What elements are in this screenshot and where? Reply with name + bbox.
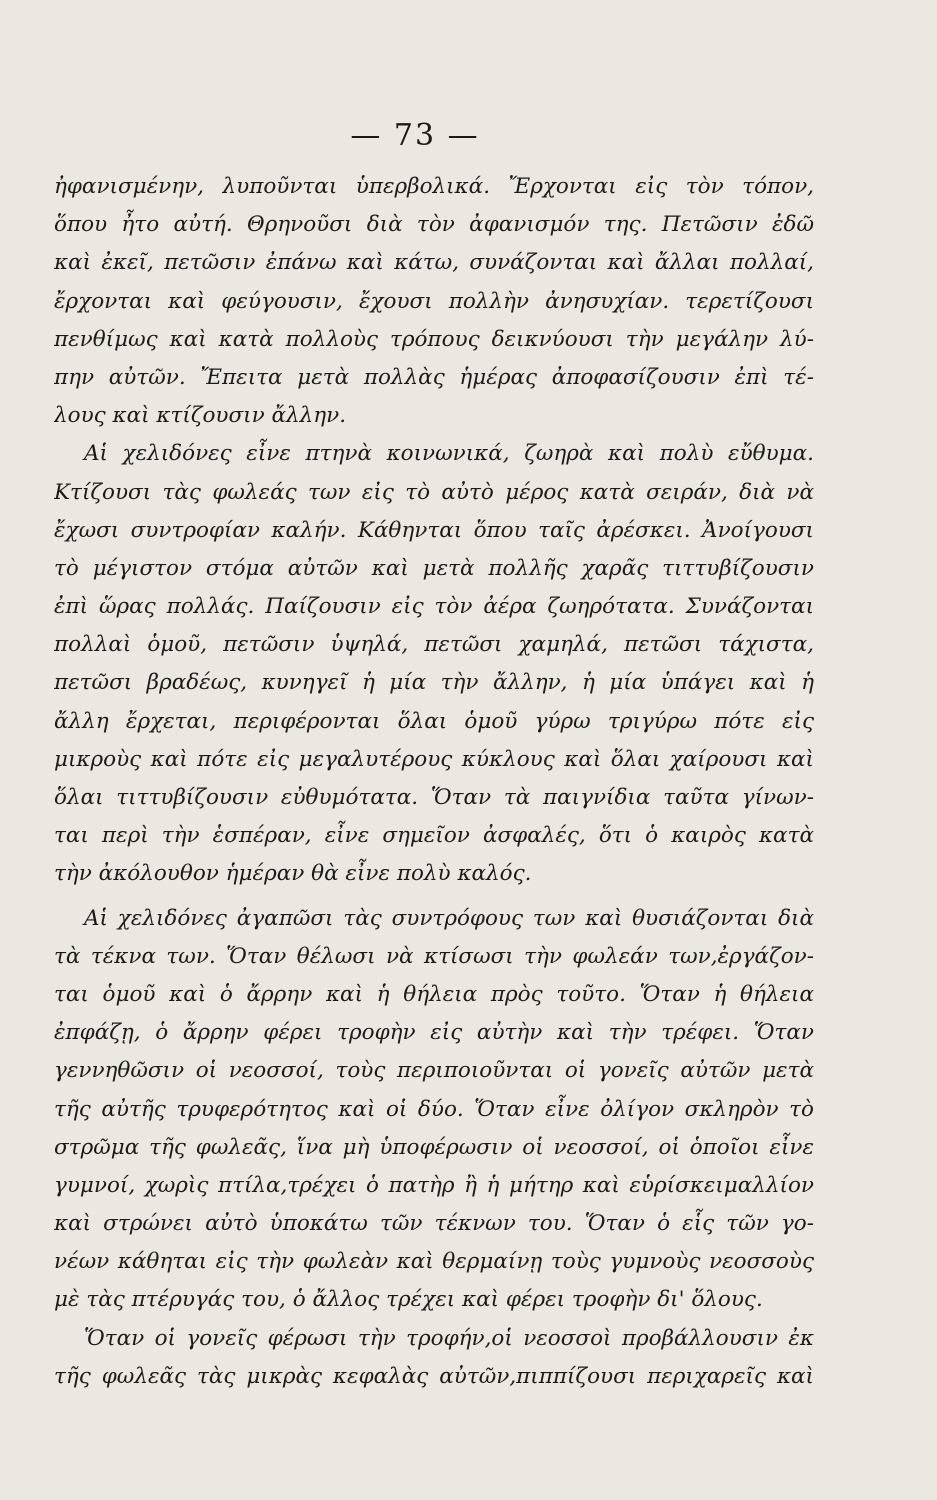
text-line: μικροὺς καὶ πότε εἰς μεγαλυτέρους κύκλους καὶ ὅλαι χαίρουσι καὶ xyxy=(54,746,814,772)
text-line: νέων κάθηται εἰς τὴν φωλεὰν καὶ θερμαίνῃ τοὺς γυμνοὺς νεοσσοὺς xyxy=(54,1249,814,1275)
text-line: καὶ ἐκεῖ, πετῶσιν ἐπάνω καὶ κάτω, συνάζονται καὶ ἄλλαι πολλαί, xyxy=(54,250,814,276)
text-line: ται ὁμοῦ καὶ ὁ ἄρρην καὶ ἡ θήλεια πρὸς τοῦτο. Ὅταν ἡ θήλεια xyxy=(54,981,814,1007)
text-line: ὅλαι τιττυβίζουσιν εὐθυμότατα. Ὅταν τὰ παιγνίδια ταῦτα γίνων- xyxy=(54,785,814,810)
text-line: τὸ μέγιστον στόμα αὐτῶν καὶ μετὰ πολλῆς χαρᾶς τιττυβίζουσιν xyxy=(54,555,814,581)
paragraph-1 xyxy=(54,168,814,435)
paragraph-4 xyxy=(54,1320,814,1396)
text-line: ἔρχονται καὶ φεύγουσιν, ἔχουσι πολλὴν ἀνησυχίαν. τερετίζουσι xyxy=(54,288,814,314)
text-line: πενθίμως καὶ κατὰ πολλοὺς τρόπους δεικνύουσι τὴν μεγάλην λύ- xyxy=(54,326,814,352)
text-line: πην αὐτῶν. Ἔπειτα μετὰ πολλὰς ἡμέρας ἀποφασίζουσιν ἐπὶ τέ- xyxy=(54,364,814,390)
text-line: πολλαὶ ὁμοῦ, πετῶσιν ὑψηλά, πετῶσι χαμηλά, πετῶσι τάχιστα, xyxy=(54,632,814,658)
text-line: ἄλλη ἔρχεται, περιφέρονται ὅλαι ὁμοῦ γύρω τριγύρω πότε εἰς xyxy=(54,708,814,734)
text-line: γεννηθῶσιν οἱ νεοσσοί, τοὺς περιποιοῦνται οἱ γονεῖς αὐτῶν μετὰ xyxy=(54,1058,814,1084)
text-line: Ὅταν οἱ γονεῖς φέρωσι τὴν τροφήν,οἱ νεοσσοὶ προβάλλουσιν ἐκ xyxy=(84,1325,814,1351)
text-line: Αἱ χελιδόνες εἶνε πτηνὰ κοινωνικά, ζωηρὰ καὶ πολὺ εὔθυμα. xyxy=(84,441,814,467)
text-line: ται περὶ τὴν ἑσπέραν, εἶνε σημεῖον ἀσφαλές, ὅτι ὁ καιρὸς κατὰ xyxy=(54,823,814,849)
text-line: λους καὶ κτίζουσιν ἄλλην. xyxy=(54,403,347,429)
text-line: τὰ τέκνα των. Ὅταν θέλωσι νὰ κτίσωσι τὴν φωλεάν των,ἐργάζον- xyxy=(54,943,814,969)
text-line: γυμνοί, χωρὶς πτίλα,τρέχει ὁ πατὴρ ἢ ἡ μήτηρ καὶ εὑρίσκειμαλλίον xyxy=(54,1172,814,1198)
text-line: τῆς αὐτῆς τρυφερότητος καὶ οἱ δύο. Ὅταν εἶνε ὀλίγον σκληρὸν τὸ xyxy=(54,1096,814,1122)
text-line: μὲ τὰς πτέρυγάς του, ὁ ἄλλος τρέχει καὶ φέρει τροφὴν δι' ὅλους. xyxy=(54,1287,763,1313)
text-line: τῆς φωλεᾶς τὰς μικρὰς κεφαλὰς αὐτῶν,πιππίζουσι περιχαρεῖς καὶ xyxy=(54,1363,814,1389)
text-line: Κτίζουσι τὰς φωλεάς των εἰς τὸ αὐτὸ μέρος κατὰ σειράν, διὰ νὰ xyxy=(54,479,814,505)
text-line: ἠφανισμένην, λυποῦνται ὑπερβολικά. Ἔρχονται εἰς τὸν τόπον, xyxy=(54,174,814,199)
text-line: Αἱ χελιδόνες ἀγαπῶσι τὰς συντρόφους των καὶ θυσιάζονται διὰ xyxy=(84,905,814,931)
paragraph-3 xyxy=(54,900,814,1320)
text-line: τὴν ἀκόλουθον ἡμέραν θὰ εἶνε πολὺ καλός. xyxy=(54,861,532,887)
paragraph-2 xyxy=(54,435,814,893)
text-line: πετῶσι βραδέως, κυνηγεῖ ἡ μία τὴν ἄλλην, ἡ μία ὑπάγει καὶ ἡ xyxy=(54,670,814,696)
text-line: ἔχωσι συντροφίαν καλήν. Κάθηνται ὅπου ταῖς ἀρέσκει. Ἀνοίγουσι xyxy=(54,517,814,543)
text-line: ὅπου ἦτο αὐτή. Θρηνοῦσι διὰ τὸν ἀφανισμόν της. Πετῶσιν ἐδῶ xyxy=(54,212,814,238)
text-line: ἐπφάζῃ, ὁ ἄρρην φέρει τροφὴν εἰς αὐτὴν καὶ τὴν τρέφει. Ὅταν xyxy=(54,1020,814,1046)
text-line: στρῶμα τῆς φωλεᾶς, ἵνα μὴ ὑποφέρωσιν οἱ νεοσσοί, οἱ ὁποῖοι εἶνε xyxy=(54,1134,814,1160)
page-number: — 73 — xyxy=(350,118,480,153)
body-text xyxy=(54,168,814,1396)
text-line: ἐπὶ ὥρας πολλάς. Παίζουσιν εἰς τὸν ἀέρα ζωηρότατα. Συνάζονται xyxy=(54,594,814,620)
text-line: καὶ στρώνει αὐτὸ ὑποκάτω τῶν τέκνων του. Ὅταν ὁ εἷς τῶν γο- xyxy=(54,1211,814,1237)
